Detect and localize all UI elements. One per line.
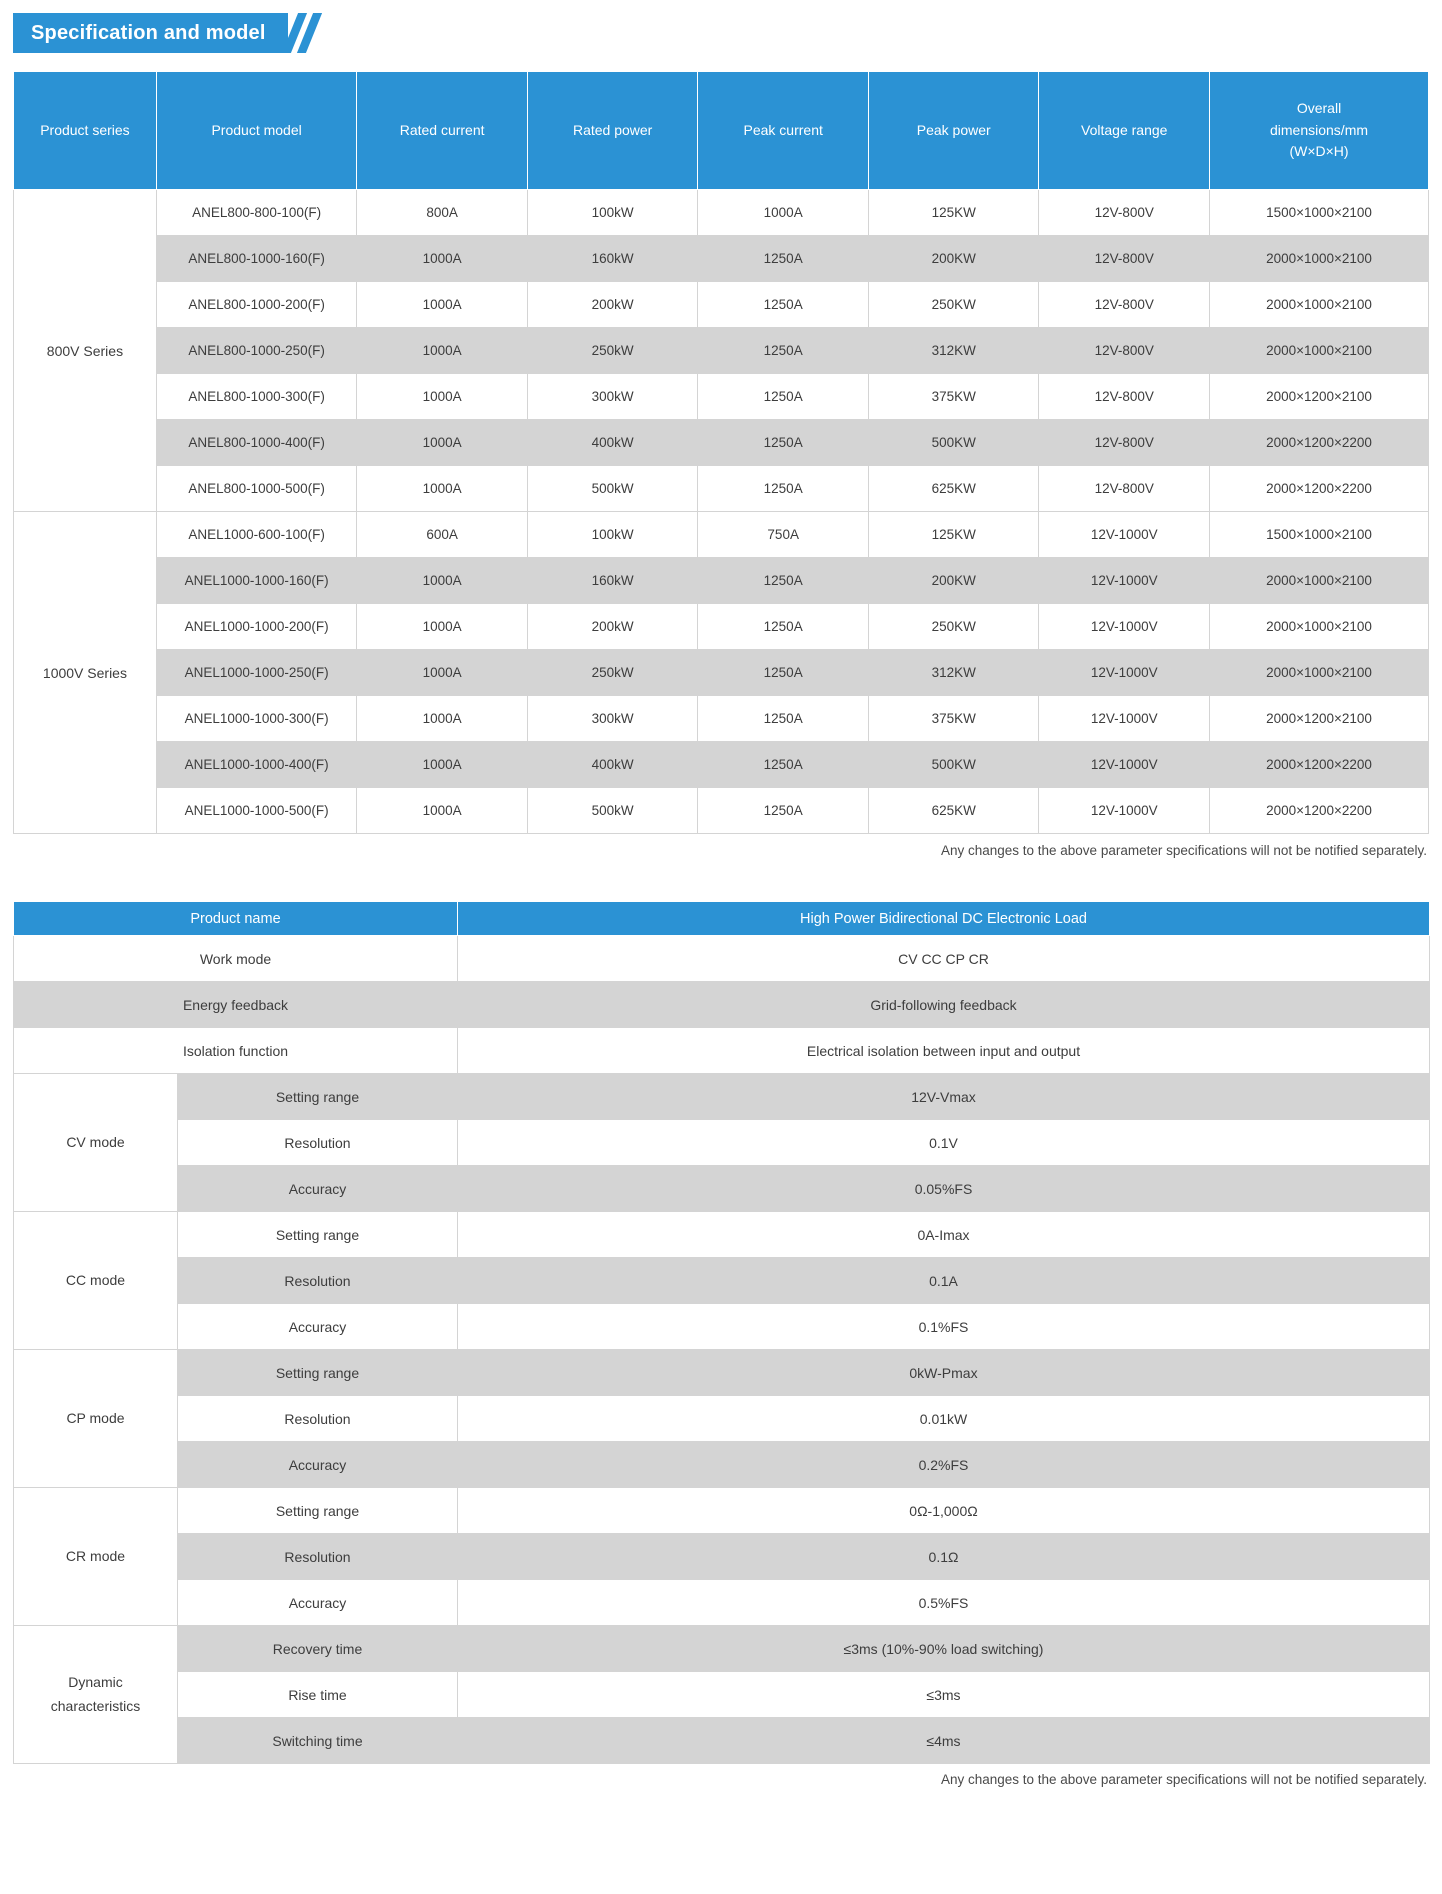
product-series-cell: 1000V Series bbox=[14, 512, 157, 834]
spec-row-value: ≤3ms (10%-90% load switching) bbox=[458, 1626, 1430, 1672]
spec-row bbox=[14, 1258, 1430, 1304]
table-cell: 1250A bbox=[698, 420, 869, 466]
table-cell: ANEL1000-600-100(F) bbox=[156, 512, 356, 558]
table-cell: 2000×1000×2100 bbox=[1210, 236, 1429, 282]
spec-row-value: 0A-Imax bbox=[458, 1212, 1430, 1258]
col-peak-current: Peak current bbox=[698, 72, 869, 190]
spec-row-value: 0.1%FS bbox=[458, 1304, 1430, 1350]
section-title: Specification and model bbox=[13, 13, 288, 53]
spec-row-value: 0.1V bbox=[458, 1120, 1430, 1166]
spec-header-label: Product name bbox=[14, 902, 458, 936]
col-voltage-range: Voltage range bbox=[1039, 72, 1210, 190]
table-cell: 1500×1000×2100 bbox=[1210, 190, 1429, 236]
table-cell: 2000×1200×2200 bbox=[1210, 788, 1429, 834]
spec-row-value: 0.1A bbox=[458, 1258, 1430, 1304]
spec-row bbox=[14, 1396, 1430, 1442]
spec-row-label: Recovery time bbox=[178, 1626, 458, 1672]
table-cell: 250kW bbox=[527, 328, 698, 374]
table-row bbox=[14, 190, 1429, 236]
table-cell: 125KW bbox=[868, 512, 1039, 558]
table-cell: 1000A bbox=[357, 420, 528, 466]
spec-row-label: Accuracy bbox=[178, 1304, 458, 1350]
table-cell: 1000A bbox=[357, 236, 528, 282]
spec-row bbox=[14, 1212, 1430, 1258]
col-product-series: Product series bbox=[14, 72, 157, 190]
table-cell: 200kW bbox=[527, 604, 698, 650]
table-cell: 1000A bbox=[357, 374, 528, 420]
table-cell: 375KW bbox=[868, 374, 1039, 420]
table-cell: 500KW bbox=[868, 420, 1039, 466]
table-cell: 2000×1200×2100 bbox=[1210, 696, 1429, 742]
table-cell: 12V-1000V bbox=[1039, 512, 1210, 558]
spec-row-label: Setting range bbox=[178, 1074, 458, 1120]
table-cell: 1250A bbox=[698, 282, 869, 328]
table-cell: 300kW bbox=[527, 696, 698, 742]
table-cell: 1250A bbox=[698, 236, 869, 282]
table-cell: 12V-1000V bbox=[1039, 788, 1210, 834]
table-cell: 2000×1000×2100 bbox=[1210, 558, 1429, 604]
table-cell: 1250A bbox=[698, 558, 869, 604]
models-table-header-row bbox=[14, 72, 1429, 190]
spec-row-label: Setting range bbox=[178, 1350, 458, 1396]
spec-row-value: 0.05%FS bbox=[458, 1166, 1430, 1212]
table-cell: ANEL1000-1000-500(F) bbox=[156, 788, 356, 834]
spec-row bbox=[14, 1488, 1430, 1534]
spec-row-value: 0Ω-1,000Ω bbox=[458, 1488, 1430, 1534]
table-cell: 1000A bbox=[357, 558, 528, 604]
table-cell: 312KW bbox=[868, 650, 1039, 696]
table-cell: ANEL1000-1000-250(F) bbox=[156, 650, 356, 696]
table-cell: 1000A bbox=[357, 328, 528, 374]
table-cell: 12V-1000V bbox=[1039, 604, 1210, 650]
spec-row-label: Resolution bbox=[178, 1258, 458, 1304]
table-row bbox=[14, 466, 1429, 512]
table-row bbox=[14, 696, 1429, 742]
spec-mode-label bbox=[14, 1626, 178, 1764]
table-cell: 1250A bbox=[698, 742, 869, 788]
table-cell: 1000A bbox=[357, 742, 528, 788]
table-cell: 250KW bbox=[868, 604, 1039, 650]
table-cell: 1250A bbox=[698, 466, 869, 512]
table-cell: 2000×1200×2100 bbox=[1210, 374, 1429, 420]
table-cell: ANEL1000-1000-300(F) bbox=[156, 696, 356, 742]
spec-row-value: ≤4ms bbox=[458, 1718, 1430, 1764]
spec-row-value: 0.5%FS bbox=[458, 1580, 1430, 1626]
table-cell: 1250A bbox=[698, 696, 869, 742]
table-row bbox=[14, 604, 1429, 650]
table-cell: 100kW bbox=[527, 190, 698, 236]
spec-table bbox=[13, 901, 1430, 1764]
table-row bbox=[14, 374, 1429, 420]
table-cell: 1000A bbox=[357, 650, 528, 696]
spec-mode-label-line: characteristics bbox=[50, 1697, 141, 1714]
table-cell: 125KW bbox=[868, 190, 1039, 236]
spec-header-value: High Power Bidirectional DC Electronic Load bbox=[458, 902, 1430, 936]
spec-row-value: Grid-following feedback bbox=[458, 982, 1430, 1028]
table-row bbox=[14, 558, 1429, 604]
table-cell: 2000×1000×2100 bbox=[1210, 650, 1429, 696]
table-cell: 200kW bbox=[527, 282, 698, 328]
product-series-cell: 800V Series bbox=[14, 190, 157, 512]
dimensions-line-3: (W×D×H) bbox=[1289, 143, 1349, 160]
dimensions-line-2: dimensions/mm bbox=[1269, 121, 1369, 138]
col-rated-current: Rated current bbox=[357, 72, 528, 190]
spec-row-value: CV CC CP CR bbox=[458, 936, 1430, 982]
table-cell: 12V-1000V bbox=[1039, 558, 1210, 604]
table-cell: ANEL1000-1000-400(F) bbox=[156, 742, 356, 788]
table-cell: 12V-800V bbox=[1039, 236, 1210, 282]
col-rated-power: Rated power bbox=[527, 72, 698, 190]
table-cell: 12V-1000V bbox=[1039, 650, 1210, 696]
table-cell: 12V-1000V bbox=[1039, 696, 1210, 742]
table-cell: ANEL1000-1000-160(F) bbox=[156, 558, 356, 604]
table-cell: 1000A bbox=[357, 788, 528, 834]
spec-row-value: 0kW-Pmax bbox=[458, 1350, 1430, 1396]
table-cell: 160kW bbox=[527, 558, 698, 604]
table-cell: 1250A bbox=[698, 788, 869, 834]
table-cell: 500kW bbox=[527, 466, 698, 512]
table-cell: 250kW bbox=[527, 650, 698, 696]
table-cell: ANEL800-1000-300(F) bbox=[156, 374, 356, 420]
table-cell: 750A bbox=[698, 512, 869, 558]
table-cell: 200KW bbox=[868, 236, 1039, 282]
slash-decoration-icon bbox=[288, 13, 322, 53]
table-cell: 12V-800V bbox=[1039, 466, 1210, 512]
spec-row-label: Setting range bbox=[178, 1212, 458, 1258]
col-overall-dimensions bbox=[1210, 72, 1429, 190]
spec-row-value: Electrical isolation between input and output bbox=[458, 1028, 1430, 1074]
spec-row-value: 12V-Vmax bbox=[458, 1074, 1430, 1120]
table-cell: 12V-800V bbox=[1039, 282, 1210, 328]
table-row bbox=[14, 328, 1429, 374]
table-cell: 1000A bbox=[357, 282, 528, 328]
table-row bbox=[14, 420, 1429, 466]
spec-row-label: Resolution bbox=[178, 1396, 458, 1442]
spec-row-value: 0.1Ω bbox=[458, 1534, 1430, 1580]
table-cell: 1000A bbox=[698, 190, 869, 236]
spec-row-value: ≤3ms bbox=[458, 1672, 1430, 1718]
spec-row-label: Accuracy bbox=[178, 1442, 458, 1488]
table-cell: 1250A bbox=[698, 604, 869, 650]
section-header bbox=[13, 13, 1442, 53]
table-cell: 800A bbox=[357, 190, 528, 236]
table-cell: 375KW bbox=[868, 696, 1039, 742]
spec-row bbox=[14, 1166, 1430, 1212]
spec-table-note: Any changes to the above parameter specifications will not be notified separately. bbox=[940, 1772, 1427, 1787]
table-cell: ANEL1000-1000-200(F) bbox=[156, 604, 356, 650]
table-cell: 500KW bbox=[868, 742, 1039, 788]
table-cell: 200KW bbox=[868, 558, 1039, 604]
table-cell: 300kW bbox=[527, 374, 698, 420]
table-cell: 2000×1200×2200 bbox=[1210, 420, 1429, 466]
table-cell: ANEL800-1000-500(F) bbox=[156, 466, 356, 512]
spec-row bbox=[14, 1672, 1430, 1718]
table-cell: 12V-800V bbox=[1039, 328, 1210, 374]
col-peak-power: Peak power bbox=[868, 72, 1039, 190]
table-cell: 1250A bbox=[698, 328, 869, 374]
spec-row-label: Resolution bbox=[178, 1534, 458, 1580]
table-cell: 1000A bbox=[357, 696, 528, 742]
table-cell: 2000×1200×2200 bbox=[1210, 742, 1429, 788]
spec-row-value: 0.01kW bbox=[458, 1396, 1430, 1442]
table-cell: 2000×1000×2100 bbox=[1210, 604, 1429, 650]
spec-row-label: Isolation function bbox=[14, 1028, 458, 1074]
table-row bbox=[14, 650, 1429, 696]
table-cell: 625KW bbox=[868, 466, 1039, 512]
table-cell: 1500×1000×2100 bbox=[1210, 512, 1429, 558]
table-cell: 100kW bbox=[527, 512, 698, 558]
table-cell: 12V-1000V bbox=[1039, 742, 1210, 788]
spec-row-label: Rise time bbox=[178, 1672, 458, 1718]
spec-row bbox=[14, 1626, 1430, 1672]
table-cell: 2000×1200×2200 bbox=[1210, 466, 1429, 512]
table-cell: ANEL800-1000-200(F) bbox=[156, 282, 356, 328]
spec-row bbox=[14, 982, 1430, 1028]
spec-row-label: Resolution bbox=[178, 1120, 458, 1166]
spec-table-header-row bbox=[14, 902, 1430, 936]
models-table bbox=[13, 71, 1429, 834]
spec-row-value: 0.2%FS bbox=[458, 1442, 1430, 1488]
models-table-body bbox=[14, 190, 1429, 834]
table-cell: 12V-800V bbox=[1039, 420, 1210, 466]
col-product-model: Product model bbox=[156, 72, 356, 190]
table-row bbox=[14, 236, 1429, 282]
table-row bbox=[14, 282, 1429, 328]
spec-row bbox=[14, 1028, 1430, 1074]
spec-row bbox=[14, 1120, 1430, 1166]
table-cell: ANEL800-1000-400(F) bbox=[156, 420, 356, 466]
spec-mode-label: CR mode bbox=[14, 1488, 178, 1626]
table-cell: 12V-800V bbox=[1039, 374, 1210, 420]
spec-row-label: Accuracy bbox=[178, 1580, 458, 1626]
spec-row bbox=[14, 1442, 1430, 1488]
table-cell: 1250A bbox=[698, 374, 869, 420]
table-cell: 160kW bbox=[527, 236, 698, 282]
spec-row bbox=[14, 936, 1430, 982]
table-cell: ANEL800-1000-160(F) bbox=[156, 236, 356, 282]
table-cell: 625KW bbox=[868, 788, 1039, 834]
spec-table-body bbox=[14, 936, 1430, 1764]
table-cell: 1000A bbox=[357, 466, 528, 512]
models-table-note: Any changes to the above parameter specifications will not be notified separately. bbox=[940, 843, 1427, 858]
spec-mode-label: CC mode bbox=[14, 1212, 178, 1350]
spec-row-label: Accuracy bbox=[178, 1166, 458, 1212]
table-cell: 1250A bbox=[698, 650, 869, 696]
table-cell: 400kW bbox=[527, 742, 698, 788]
table-cell: 12V-800V bbox=[1039, 190, 1210, 236]
spec-row-label: Setting range bbox=[178, 1488, 458, 1534]
table-cell: ANEL800-1000-250(F) bbox=[156, 328, 356, 374]
table-cell: ANEL800-800-100(F) bbox=[156, 190, 356, 236]
dimensions-line-1: Overall bbox=[1296, 99, 1342, 116]
table-cell: 250KW bbox=[868, 282, 1039, 328]
table-row bbox=[14, 512, 1429, 558]
spec-row bbox=[14, 1074, 1430, 1120]
spec-row-label: Switching time bbox=[178, 1718, 458, 1764]
spec-row bbox=[14, 1350, 1430, 1396]
spec-row-label: Energy feedback bbox=[14, 982, 458, 1028]
page-root bbox=[0, 13, 1442, 1894]
table-cell: 2000×1000×2100 bbox=[1210, 328, 1429, 374]
table-row bbox=[14, 788, 1429, 834]
table-cell: 1000A bbox=[357, 604, 528, 650]
spec-row bbox=[14, 1718, 1430, 1764]
table-cell: 400kW bbox=[527, 420, 698, 466]
table-cell: 500kW bbox=[527, 788, 698, 834]
spec-row bbox=[14, 1534, 1430, 1580]
table-row bbox=[14, 742, 1429, 788]
spec-mode-label-line: Dynamic bbox=[68, 1674, 123, 1691]
spec-row bbox=[14, 1304, 1430, 1350]
table-cell: 312KW bbox=[868, 328, 1039, 374]
spec-mode-label: CV mode bbox=[14, 1074, 178, 1212]
table-cell: 600A bbox=[357, 512, 528, 558]
spec-row bbox=[14, 1580, 1430, 1626]
spec-mode-label: CP mode bbox=[14, 1350, 178, 1488]
spec-row-label: Work mode bbox=[14, 936, 458, 982]
table-cell: 2000×1000×2100 bbox=[1210, 282, 1429, 328]
